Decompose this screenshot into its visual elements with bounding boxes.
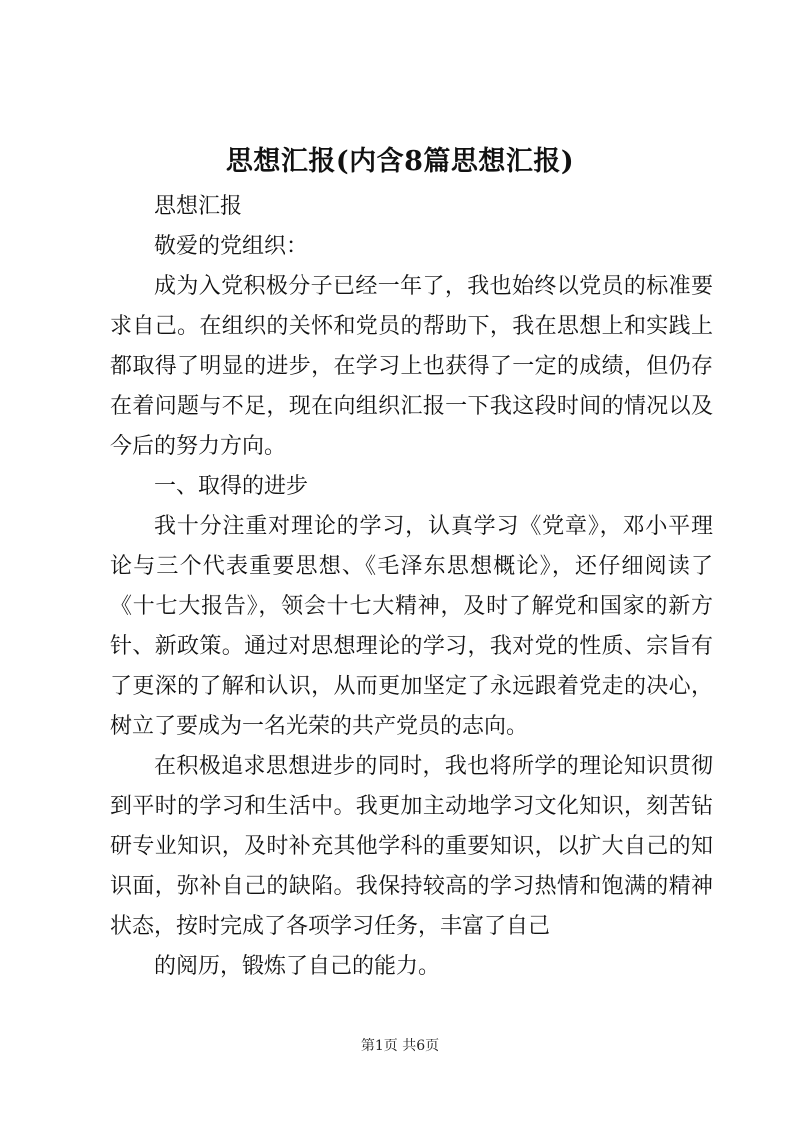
body-paragraph: 在积极追求思想进步的同时，我也将所学的理论知识贯彻到平时的学习和生活中。我更加主动地学习文化知识，刻苦钻研专业知识，及时补充其他学科的重要知识，以扩大自己的知识面，弥补自己的缺陷。我保持较高的学习热情和饱满的精神状态，按时完成了各项学习任务，丰富了自己 (110, 754, 713, 939)
page-number-footer: 第1页 共6页 (360, 1038, 440, 1054)
section-heading: 一、取得的进步 (154, 474, 309, 499)
body-paragraph: 成为入党积极分子已经一年了，我也始终以党员的标准要求自己。在组织的关怀和党员的帮助下，我在思想上和实践上都取得了明显的进步，在学习上也获得了一定的成绩，但仍存在着问题与不足，现在向组织汇报一下我这段时间的情况以及今后的努力方向。 (110, 274, 713, 459)
body-paragraph: 我十分注重对理论的学习，认真学习《党章》，邓小平理论与三个代表重要思想、《毛泽东思想概论》，还仔细阅读了《十七大报告》，领会十七大精神，及时了解党和国家的新方针、新政策。通过对思想理论的学习，我对党的性质、宗旨有了更深的了解和认识，从而更加坚定了永远跟着党走的决心，树立了要成为一名光荣的共产党员的志向。 (110, 514, 713, 739)
document-title: 思想汇报(内含8篇思想汇报) (225, 146, 575, 177)
document-body (110, 187, 713, 987)
report-heading: 思想汇报 (154, 194, 243, 219)
body-paragraph: 的阅历，锻炼了自己的能力。 (154, 954, 441, 979)
salutation: 敬爱的党组织： (154, 234, 309, 259)
